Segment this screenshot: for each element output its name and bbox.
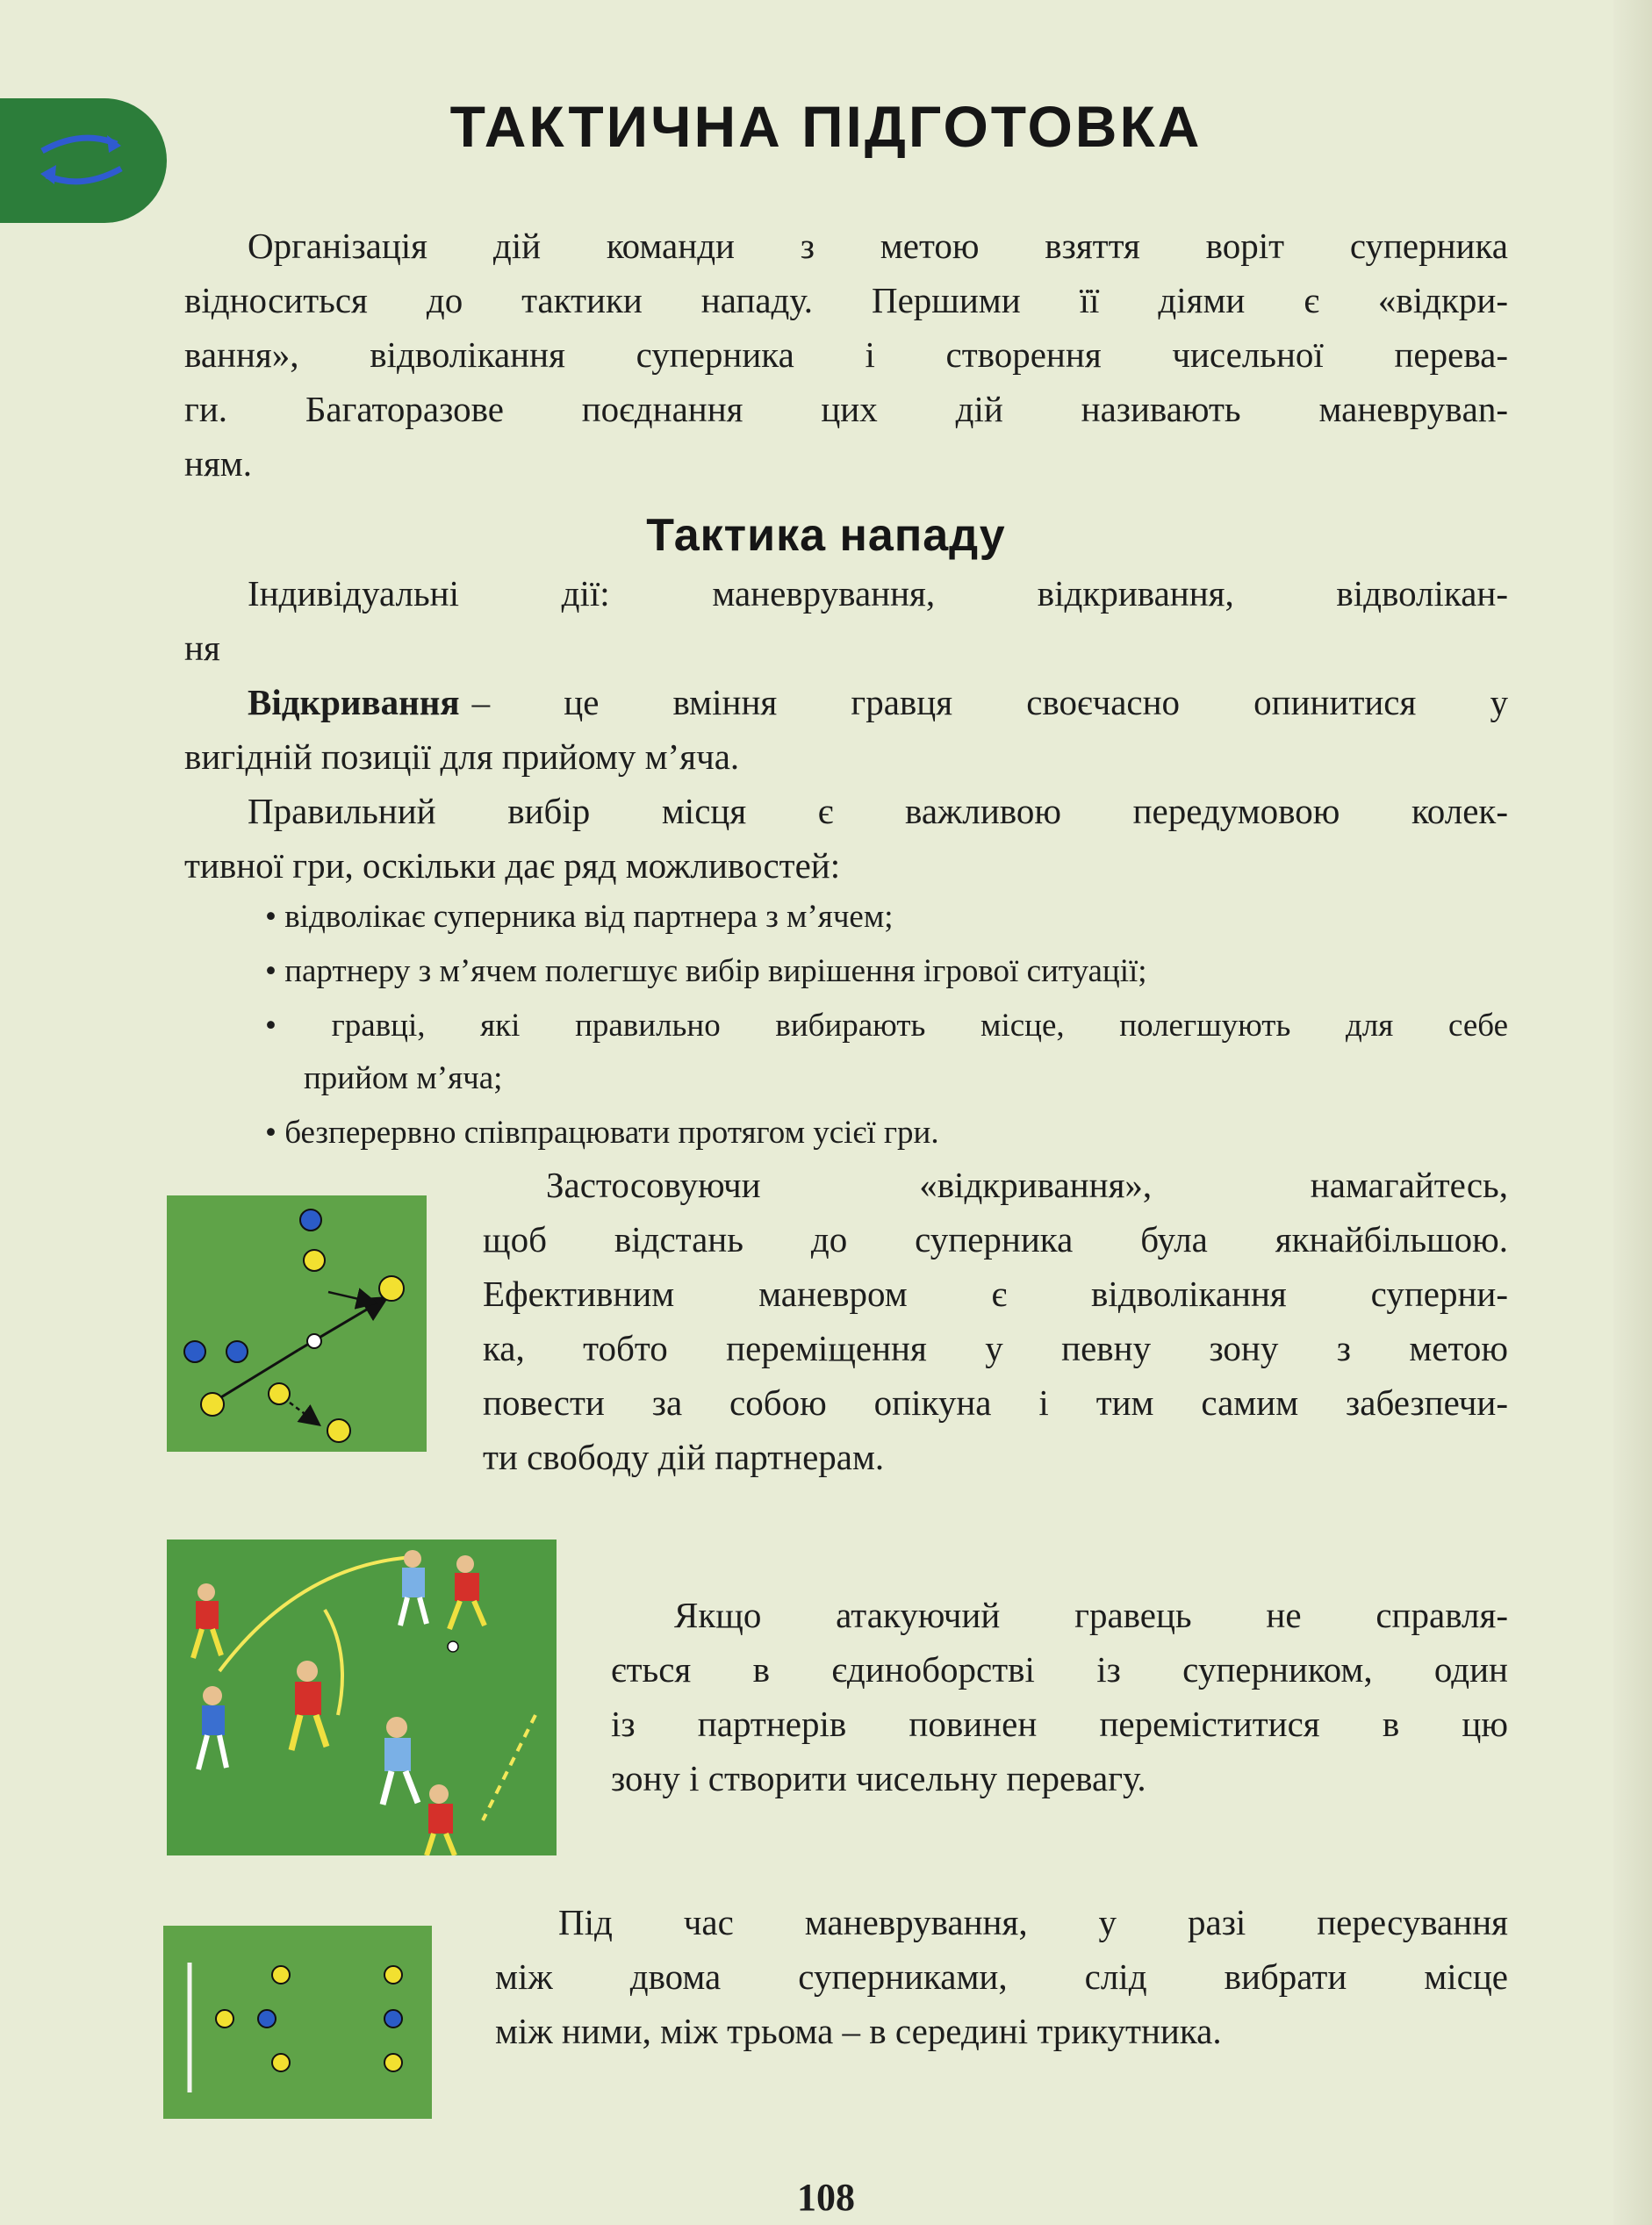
bullet-item-continued: прийом м’яча; [304,1060,503,1096]
individual-line: ня [184,628,220,668]
positioning-diagram-svg [163,1926,432,2119]
page-edge [1613,0,1652,2225]
player-red [193,1583,221,1658]
intro-line: вання», відволікання суперника і створення чисельної перева- [184,334,1508,375]
para-a-line: Ефективним маневром є відволікання суперни- [483,1274,1508,1314]
team-player [379,1276,404,1301]
opening-definition: – це вміння гравця своєчасно опинитися у [471,682,1508,722]
player-blue [400,1550,427,1626]
opening-diagram [167,1195,427,1452]
positioning-diagram [163,1926,432,2119]
team-player [216,2010,233,2028]
opponent-player [300,1209,321,1231]
player-blue [198,1686,226,1769]
opponent-player [384,2010,402,2028]
team-player [384,1966,402,1984]
para-a-line: щоб відстань до суперника була якнайбільшою. [483,1219,1508,1260]
opponent-player [184,1341,205,1362]
ball [448,1641,458,1652]
definition-line [248,682,1508,722]
definition-line: вигідній позиції для прийому м’яча. [184,736,740,777]
para-c-line: Під час маневрування, у разі пересування [558,1902,1508,1942]
bullet-item: • гравці, які правильно вибирають місце, полегшують для себе [265,1008,1508,1044]
position-line: Правильний вибір місця є важливою передумовою колек- [248,791,1508,831]
team-player [269,1383,290,1404]
team-player [272,2054,290,2071]
player-red [427,1784,455,1855]
players-illustration [167,1540,557,1855]
bullet-item: • безперервно співпрацювати протягом усієї гри. [265,1115,939,1151]
team-player [327,1419,350,1442]
players-illustration-svg [167,1540,557,1855]
para-b-line: ється в єдиноборстві із суперником, один [611,1649,1508,1690]
para-c-line: між ними, між трьома – в середині трикутника. [495,2011,1222,2051]
run-arrow [290,1403,318,1424]
para-c-line: між двома суперниками, слід вибрати місце [495,1956,1508,1997]
para-b-line: зону і створити чисельну перевагу. [611,1758,1146,1798]
team-player [272,1966,290,1984]
page-title: ТАКТИЧНА ПІДГОТОВКА [449,94,1203,159]
opening-diagram-svg [167,1195,427,1452]
page-number: 108 [797,2176,855,2219]
position-line: тивної гри, оскільки дає ряд можливостей: [184,845,841,886]
intro-line: відноситься до тактики нападу. Першими її діями є «відкри- [184,280,1508,320]
team-player [201,1393,224,1416]
ball [307,1334,321,1348]
para-a-line: повести за собою опікуна і тим самим забезпечи- [483,1382,1508,1423]
para-b-line: Якщо атакуючий гравець не справля- [674,1595,1508,1635]
para-a-line: ка, тобто переміщення у певну зону з метою [483,1328,1508,1368]
opening-term: Відкривання [248,682,460,722]
opponent-player [226,1341,248,1362]
section-title: Тактика нападу [646,510,1006,561]
run-arrow [328,1292,374,1303]
para-a-line: ти свободу дій партнерам. [483,1437,885,1477]
bullet-item: • партнеру з м’ячем полегшує вибір вирішення ігрової ситуації; [265,953,1147,989]
para-b-line: із партнерів повинен переміститися в цю [611,1704,1508,1744]
team-player [304,1250,325,1271]
opponent-player [258,2010,276,2028]
individual-line: Індивідуальні дії: маневрування, відкривання, відволікан- [248,573,1508,614]
team-player [384,2054,402,2071]
intro-line: ням. [184,443,252,484]
player-blue [383,1717,418,1805]
bullet-item: • відволікає суперника від партнера з м’ячем; [265,899,894,935]
para-a-line: Застосовуючи «відкривання», намагайтесь, [546,1165,1508,1205]
player-red [291,1661,327,1750]
intro-line: Організація дій команди з метою взяття воріт суперника [248,226,1508,266]
intro-line: ги. Багаторазове поєднання цих дій називають маневрувan- [184,389,1508,429]
player-red [449,1555,485,1629]
